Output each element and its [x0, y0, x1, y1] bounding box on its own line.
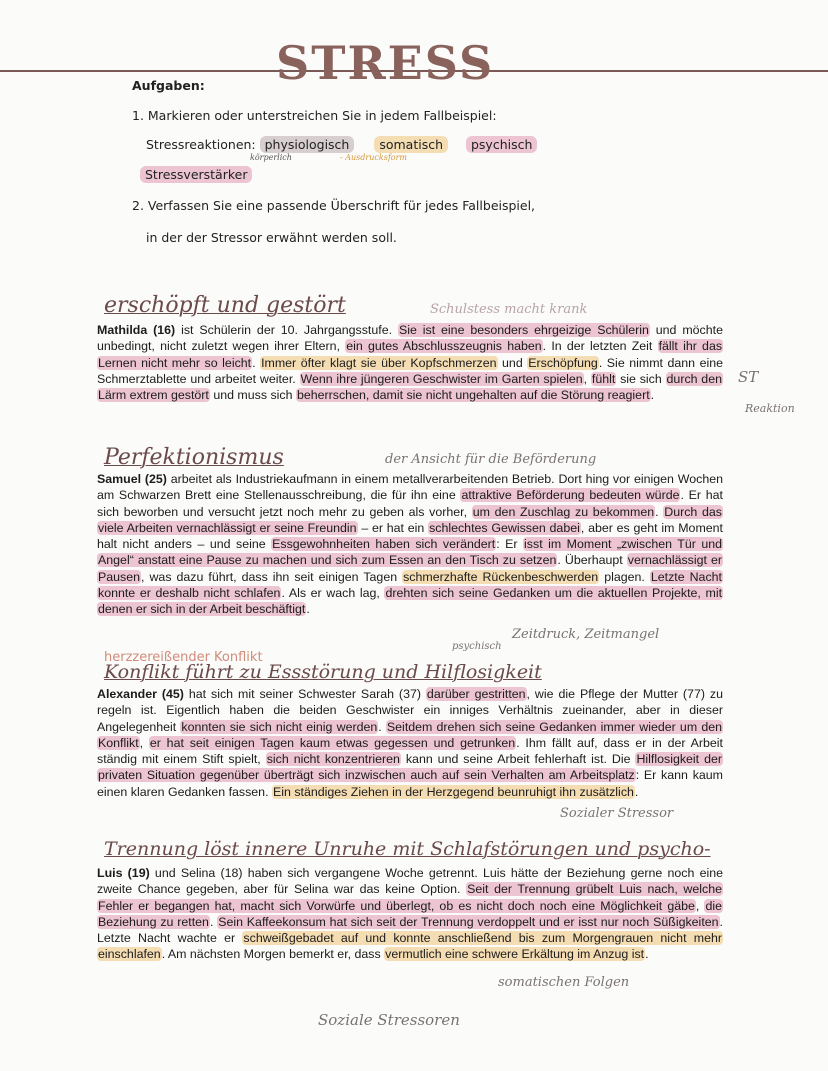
case1-mark: Wenn ihre jüngeren Geschwister im Garten spielen [300, 371, 583, 386]
case3-mark: er hat seit einigen Tagen kaum etwas gegessen und getrunken [149, 735, 516, 750]
case4-name: Luis (19) [97, 866, 150, 880]
case2-mark: vernachlässigt er Pausen [98, 553, 722, 584]
tag-stressverstaerker: Stressverstärker [140, 166, 252, 183]
case1-note-reaktion: Reaktion [745, 402, 795, 415]
case4-note-soziale: Soziale Stressoren [318, 1011, 460, 1029]
case1-name: Mathilda (16) [97, 323, 176, 337]
tag-physiologisch: physiologisch [260, 136, 355, 153]
case3-mark: konnten sie sich nicht einig werden [181, 719, 378, 734]
case3-heading: Konflikt führt zu Essstörung und Hilflosigkeit [104, 661, 542, 683]
case1-mark: durch den Lärm extrem gestört [98, 371, 722, 403]
case2-mark: isst im Moment „zwischen Tür und Angel“ anstatt eine Pause zu machen und sich zum Essen an den Tisch zu setzen [98, 537, 723, 568]
case3-mark: darüber gestritten [426, 687, 526, 701]
case4-mark: vermutlich eine schwere Erkältung im Anzug ist [385, 947, 645, 962]
task-2-line2: in der der Stressor erwähnt werden soll. [146, 230, 397, 245]
task-1: 1. Markieren oder unterstreichen Sie in jedem Fallbeispiel: [132, 108, 497, 123]
case3-mark: Seitdem drehen sich seine Gedanken immer wieder um den Konflikt [98, 719, 723, 750]
tasks-heading: Aufgaben: [132, 78, 205, 93]
case4-mark: Sein Kaffeekonsum hat sich seit der Trennung verdoppelt und er isst nur noch Süßigkeiten [218, 914, 719, 929]
case2-note-psychisch: psychisch [452, 641, 502, 652]
case4-mark: die Beziehung zu retten [98, 898, 722, 929]
note-ausdrucksform: - Ausdrucksform [340, 153, 407, 162]
case3-name: Alexander (45) [97, 687, 184, 701]
tag-somatisch: somatisch [374, 136, 448, 153]
case2-mark: um den Zuschlag zu bekommen [472, 504, 655, 519]
case1-mark: Immer öfter klagt sie über Kopfschmerzen [261, 355, 497, 370]
case2-mark: drehten sich seine Gedanken um die aktuellen Projekte, mit denen er sich in der Arbeit beschäftigt [98, 586, 723, 617]
case2-heading: Perfektionismus [104, 445, 284, 470]
case1-mark: fällt ihr das Lernen nicht mehr so leicht [98, 339, 723, 370]
case1-subheading: Schulstess macht krank [430, 302, 588, 317]
case4-heading: Trennung löst innere Unruhe mit Schlafstörungen und psycho- [104, 838, 711, 860]
case2-mark: Durch das viele Arbeiten vernachlässigt er seine Freundin [98, 504, 722, 535]
tag-psychisch: psychisch [466, 136, 537, 153]
case2-note-zeitdruck: Zeitdruck, Zeitmangel [512, 627, 660, 642]
case1-heading: erschöpft und gestört [104, 293, 346, 318]
case2-name: Samuel (25) [97, 472, 167, 486]
case3-label: herzzereißender Konflikt [104, 650, 263, 665]
case3-text: Alexander (45) hat sich mit seiner Schwester Sarah (37) darüber gestritten, wie die Pflege der Mutter (77) zu regeln ist. Eigentlich haben die beiden Geschwister ein inniges Verhältnis zueinander, aber in dieser Angelegenheit konnten sie sich nicht einig werden. Seitdem drehen sich seine Gedanken immer wieder um den Konflikt, er hat seit einigen Tagen kaum etwas gegessen und getrunken. Ihm fällt auf, dass er in der Arbeit ständig mit einem Stift spielt, sich nicht konzentrieren kann und seine Arbeit fehlerhaft ist. Die Hilflosigkeit der privaten Situation gegenüber überträgt sich inzwischen auch auf sein Verhalten am Arbeitsplatz: Er kann kaum einen klaren Gedanken fassen. Ein ständiges Ziehen in der Herzgegend beunruhigt ihn zusätzlich. [97, 687, 723, 799]
case2-mark: schlechtes Gewissen dabei [429, 520, 580, 535]
case2-text: Samuel (25) arbeitet als Industriekaufmann in einem metallverarbeitenden Betrieb. Dort hing vor einigen Wochen am Schwarzen Brett eine Stellenausschreibung, die für ihn eine attraktive Beförderung bedeuten würde. Er hat sich beworben und versucht jetzt noch mehr zu geben als vorher, um den Zuschlag zu bekommen. Durch das viele Arbeiten vernachlässigt er seine Freundin – er hat ein schlechtes Gewissen dabei, aber es geht im Moment halt nicht anders – und seine Essgewohnheiten haben sich verändert: Er isst im Moment „zwischen Tür und Angel“ anstatt eine Pause zu machen und sich zum Essen an den Tisch zu setzen. Überhaupt vernachlässigt er Pausen, was dazu führt, dass ihn seit einigen Tagen schmerzhafte Rückenbeschwerden plagen. Letzte Nacht konnte er deshalb nicht schlafen. Als er wach lag, drehten sich seine Gedanken um die aktuellen Projekte, mit denen er sich in der Arbeit beschäftigt. [97, 472, 723, 617]
case4-note-somatisch: somatischen Folgen [498, 975, 630, 990]
page-title: STRESS [276, 36, 495, 90]
case1-mark: ein gutes Abschlusszeugnis haben [346, 339, 542, 354]
case1-text: Mathilda (16) ist Schülerin der 10. Jahrgangsstufe. Sie ist eine besonders ehrgeizige Schülerin und möchte unbedingt, nicht zuletzt wegen ihrer Eltern, ein gutes Abschlusszeugnis haben. In der letzten Zeit fällt ihr das Lernen nicht mehr so leicht. Immer öfter klagt sie über Kopfschmerzen und Erschöpfung. Sie nimmt dann eine Schmerztablette und arbeitet weiter. Wenn ihre jüngeren Geschwister im Garten spielen, fühlt sie sich durch den Lärm extrem gestört und muss sich beherrschen, damit sie nicht ungehalten auf die Störung reagiert. [97, 323, 724, 403]
case4-mark: schweißgebadet auf und konnte anschließend bis zum Morgengrauen nicht mehr einschlafen [98, 931, 722, 962]
case3-mark: sich nicht konzentrieren [266, 752, 400, 767]
case1-mark: beherrschen, damit sie nicht ungehalten auf die Störung reagiert [296, 388, 650, 403]
case4-text: Luis (19) und Selina (18) haben sich vergangene Woche getrennt. Luis hätte der Beziehung gerne noch eine zweite Chance gegeben, aber für Selina war das keine Option. Seit der Trennung grübelt Luis nach, welche Fehler er begangen hat, macht sich Vorwürfe und überlegt, ob es nicht doch noch eine Möglichkeit gäbe, die Beziehung zu retten. Sein Kaffeekonsum hat sich seit der Trennung verdoppelt und er isst nur noch Süßigkeiten. Letzte Nacht wachte er schweißgebadet auf und konnte anschließend bis zum Morgengrauen nicht mehr einschlafen. Am nächsten Morgen bemerkt er, dass vermutlich eine schwere Erkältung im Anzug ist. [97, 866, 723, 962]
case1-note-st: ST [738, 368, 759, 386]
case1-mark: Erschöpfung [528, 355, 598, 370]
case2-mark: Essgewohnheiten haben sich verändert [272, 537, 496, 552]
case1-mark: fühlt [591, 371, 616, 386]
note-koerperlich: körperlich [250, 153, 292, 162]
task-2-line1: 2. Verfassen Sie eine passende Überschrift für jedes Fallbeispiel, [132, 198, 536, 213]
case1-mark: Sie ist eine besonders ehrgeizige Schülerin [398, 323, 649, 337]
case2-subheading: der Ansicht für die Beförderung [385, 452, 597, 467]
case3-mark: Hilflosigkeit der privaten Situation gegenüber überträgt sich inzwischen auch auf sein Verhalten am Arbeitsplatz [98, 752, 722, 783]
stressverstaerker-row [140, 167, 252, 182]
case2-mark: Letzte Nacht konnte er deshalb nicht schlafen [98, 569, 722, 601]
reactions-label: Stressreaktionen: [146, 137, 256, 152]
case4-mark: Seit der Trennung grübelt Luis nach, welche Fehler er begangen hat, macht sich Vorwürfe und überlegt, ob es nicht doch noch eine Möglichkeit gäbe [98, 882, 722, 913]
case3-mark: Ein ständiges Ziehen in der Herzgegend beunruhigt ihn zusätzlich [272, 784, 634, 799]
case3-note-sozial: Sozialer Stressor [560, 806, 674, 821]
case2-mark: attraktive Beförderung bedeuten würde [461, 488, 680, 503]
case2-mark: schmerzhafte Rückenbeschwerden [403, 569, 599, 584]
reactions-row [146, 137, 537, 152]
